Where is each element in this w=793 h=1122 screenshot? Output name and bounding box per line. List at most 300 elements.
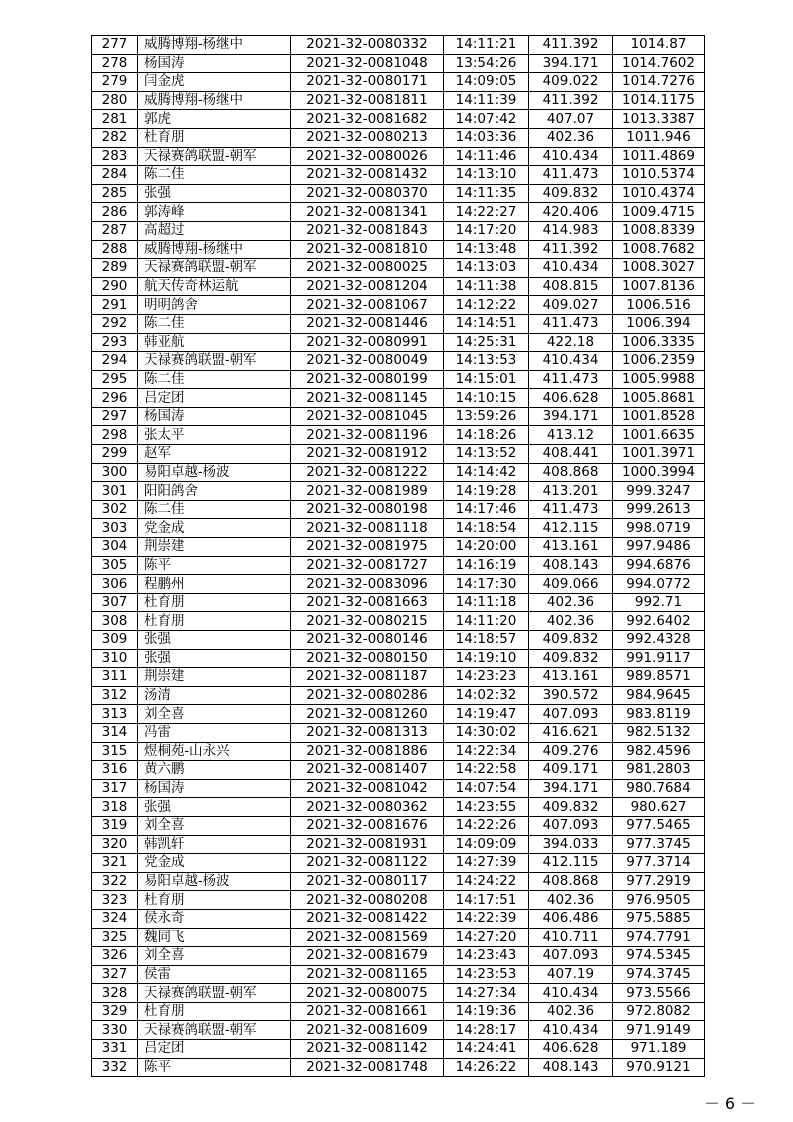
time-cell: 14:22:26 <box>444 816 529 835</box>
rank-cell: 294 <box>92 352 138 371</box>
ring-cell: 2021-32-0081187 <box>291 668 444 687</box>
time-cell: 14:14:42 <box>444 463 529 482</box>
dist-cell: 407.093 <box>529 947 613 966</box>
rank-cell: 330 <box>92 1021 138 1040</box>
dist-cell: 412.115 <box>529 519 613 538</box>
rank-cell: 315 <box>92 742 138 761</box>
time-cell: 14:17:30 <box>444 575 529 594</box>
table-row <box>92 928 705 947</box>
name-cell: 吕定团 <box>138 389 291 408</box>
ring-cell: 2021-32-0080146 <box>291 631 444 650</box>
name-cell: 陈平 <box>138 556 291 575</box>
ring-cell: 2021-32-0081118 <box>291 519 444 538</box>
rank-cell: 300 <box>92 463 138 482</box>
time-cell: 14:27:34 <box>444 984 529 1003</box>
dist-cell: 394.171 <box>529 54 613 73</box>
dist-cell: 394.171 <box>529 407 613 426</box>
speed-cell: 1001.3971 <box>613 445 705 464</box>
table-row <box>92 147 705 166</box>
speed-cell: 976.9505 <box>613 891 705 910</box>
speed-cell: 973.5566 <box>613 984 705 1003</box>
table-row <box>92 1058 705 1077</box>
name-cell: 煜桐苑-山永兴 <box>138 742 291 761</box>
rank-cell: 284 <box>92 166 138 185</box>
speed-cell: 999.3247 <box>613 482 705 501</box>
name-cell: 黄六鹏 <box>138 761 291 780</box>
rank-cell: 291 <box>92 296 138 315</box>
table-row <box>92 575 705 594</box>
rank-cell: 304 <box>92 538 138 557</box>
speed-cell: 1006.2359 <box>613 352 705 371</box>
time-cell: 14:23:55 <box>444 798 529 817</box>
time-cell: 14:19:28 <box>444 482 529 501</box>
speed-cell: 999.2613 <box>613 500 705 519</box>
table-row <box>92 333 705 352</box>
table-row <box>92 816 705 835</box>
dist-cell: 390.572 <box>529 686 613 705</box>
rank-cell: 319 <box>92 816 138 835</box>
name-cell: 威腾博翔-杨继中 <box>138 240 291 259</box>
table-row <box>92 984 705 1003</box>
speed-cell: 980.7684 <box>613 779 705 798</box>
time-cell: 14:18:54 <box>444 519 529 538</box>
rank-cell: 326 <box>92 947 138 966</box>
speed-cell: 991.9117 <box>613 649 705 668</box>
name-cell: 张强 <box>138 184 291 203</box>
table-row <box>92 240 705 259</box>
speed-cell: 981.2803 <box>613 761 705 780</box>
ring-cell: 2021-32-0081843 <box>291 221 444 240</box>
name-cell: 天禄赛鸽联盟-朝军 <box>138 352 291 371</box>
speed-cell: 1010.4374 <box>613 184 705 203</box>
speed-cell: 1006.394 <box>613 314 705 333</box>
rank-cell: 313 <box>92 705 138 724</box>
name-cell: 陈二佳 <box>138 314 291 333</box>
name-cell: 易阳卓越-杨波 <box>138 463 291 482</box>
table-row <box>92 128 705 147</box>
time-cell: 14:25:31 <box>444 333 529 352</box>
speed-cell: 975.5885 <box>613 909 705 928</box>
table-row <box>92 909 705 928</box>
name-cell: 天禄赛鸽联盟-朝军 <box>138 147 291 166</box>
dist-cell: 407.093 <box>529 816 613 835</box>
name-cell: 吕定团 <box>138 1040 291 1059</box>
name-cell: 荆崇建 <box>138 668 291 687</box>
time-cell: 14:23:23 <box>444 668 529 687</box>
name-cell: 韩凯轩 <box>138 835 291 854</box>
page-number: － 6 － <box>703 1094 757 1113</box>
dist-cell: 409.832 <box>529 184 613 203</box>
table-row <box>92 91 705 110</box>
time-cell: 14:18:57 <box>444 631 529 650</box>
ring-cell: 2021-32-0081313 <box>291 723 444 742</box>
table-row <box>92 891 705 910</box>
rank-cell: 321 <box>92 854 138 873</box>
speed-cell: 992.4328 <box>613 631 705 650</box>
rank-cell: 318 <box>92 798 138 817</box>
table-row <box>92 259 705 278</box>
time-cell: 14:09:05 <box>444 73 529 92</box>
ring-cell: 2021-32-0081142 <box>291 1040 444 1059</box>
name-cell: 杜育朋 <box>138 891 291 910</box>
name-cell: 郭虎 <box>138 110 291 129</box>
ring-cell: 2021-32-0080026 <box>291 147 444 166</box>
time-cell: 14:27:20 <box>444 928 529 947</box>
speed-cell: 980.627 <box>613 798 705 817</box>
time-cell: 14:03:36 <box>444 128 529 147</box>
speed-cell: 1008.8339 <box>613 221 705 240</box>
dist-cell: 402.36 <box>529 612 613 631</box>
rank-cell: 320 <box>92 835 138 854</box>
time-cell: 14:20:00 <box>444 538 529 557</box>
name-cell: 陈二佳 <box>138 166 291 185</box>
rank-cell: 316 <box>92 761 138 780</box>
dist-cell: 413.161 <box>529 538 613 557</box>
time-cell: 14:13:10 <box>444 166 529 185</box>
name-cell: 航天传奇林运航 <box>138 277 291 296</box>
speed-cell: 992.6402 <box>613 612 705 631</box>
ring-cell: 2021-32-0080075 <box>291 984 444 1003</box>
dist-cell: 411.392 <box>529 36 613 55</box>
speed-cell: 1013.3387 <box>613 110 705 129</box>
rank-cell: 296 <box>92 389 138 408</box>
ring-cell: 2021-32-0080213 <box>291 128 444 147</box>
table-row <box>92 221 705 240</box>
speed-cell: 1014.1175 <box>613 91 705 110</box>
dist-cell: 420.406 <box>529 203 613 222</box>
dist-cell: 394.171 <box>529 779 613 798</box>
time-cell: 14:13:48 <box>444 240 529 259</box>
rank-cell: 293 <box>92 333 138 352</box>
time-cell: 14:15:01 <box>444 370 529 389</box>
rank-cell: 301 <box>92 482 138 501</box>
ring-cell: 2021-32-0081975 <box>291 538 444 557</box>
name-cell: 魏同飞 <box>138 928 291 947</box>
dist-cell: 409.027 <box>529 296 613 315</box>
speed-cell: 970.9121 <box>613 1058 705 1077</box>
speed-cell: 974.7791 <box>613 928 705 947</box>
dist-cell: 408.143 <box>529 556 613 575</box>
ring-cell: 2021-32-0083096 <box>291 575 444 594</box>
rank-cell: 307 <box>92 593 138 612</box>
name-cell: 天禄赛鸽联盟-朝军 <box>138 984 291 1003</box>
name-cell: 汤清 <box>138 686 291 705</box>
dist-cell: 394.033 <box>529 835 613 854</box>
speed-cell: 994.0772 <box>613 575 705 594</box>
ring-cell: 2021-32-0080150 <box>291 649 444 668</box>
speed-cell: 1005.8681 <box>613 389 705 408</box>
ring-cell: 2021-32-0081886 <box>291 742 444 761</box>
rank-cell: 328 <box>92 984 138 1003</box>
name-cell: 张强 <box>138 649 291 668</box>
time-cell: 14:17:20 <box>444 221 529 240</box>
ring-cell: 2021-32-0080025 <box>291 259 444 278</box>
name-cell: 杜育朋 <box>138 612 291 631</box>
rank-cell: 277 <box>92 36 138 55</box>
table-row <box>92 500 705 519</box>
table-row <box>92 110 705 129</box>
ring-cell: 2021-32-0081811 <box>291 91 444 110</box>
ring-cell: 2021-32-0080362 <box>291 798 444 817</box>
rank-cell: 317 <box>92 779 138 798</box>
time-cell: 14:19:47 <box>444 705 529 724</box>
speed-cell: 1005.9988 <box>613 370 705 389</box>
table-row <box>92 73 705 92</box>
speed-cell: 974.3745 <box>613 965 705 984</box>
time-cell: 14:11:35 <box>444 184 529 203</box>
name-cell: 党金成 <box>138 854 291 873</box>
ring-cell: 2021-32-0080215 <box>291 612 444 631</box>
dist-cell: 410.434 <box>529 352 613 371</box>
dist-cell: 410.434 <box>529 984 613 1003</box>
speed-cell: 1006.516 <box>613 296 705 315</box>
name-cell: 程鹏州 <box>138 575 291 594</box>
table-row <box>92 1040 705 1059</box>
table-row <box>92 705 705 724</box>
dist-cell: 410.711 <box>529 928 613 947</box>
table-row <box>92 482 705 501</box>
time-cell: 13:59:26 <box>444 407 529 426</box>
rank-cell: 305 <box>92 556 138 575</box>
ring-cell: 2021-32-0080171 <box>291 73 444 92</box>
dist-cell: 413.12 <box>529 426 613 445</box>
time-cell: 13:54:26 <box>444 54 529 73</box>
dist-cell: 402.36 <box>529 593 613 612</box>
rank-cell: 322 <box>92 872 138 891</box>
rank-cell: 325 <box>92 928 138 947</box>
ring-cell: 2021-32-0081067 <box>291 296 444 315</box>
rank-cell: 312 <box>92 686 138 705</box>
name-cell: 荆崇建 <box>138 538 291 557</box>
speed-cell: 998.0719 <box>613 519 705 538</box>
dist-cell: 407.19 <box>529 965 613 984</box>
rank-cell: 311 <box>92 668 138 687</box>
results-table-body <box>92 36 705 1077</box>
speed-cell: 1000.3994 <box>613 463 705 482</box>
rank-cell: 280 <box>92 91 138 110</box>
speed-cell: 997.9486 <box>613 538 705 557</box>
ring-cell: 2021-32-0081663 <box>291 593 444 612</box>
table-row <box>92 407 705 426</box>
ring-cell: 2021-32-0081341 <box>291 203 444 222</box>
dist-cell: 416.621 <box>529 723 613 742</box>
dist-cell: 413.201 <box>529 482 613 501</box>
rank-cell: 281 <box>92 110 138 129</box>
name-cell: 高超过 <box>138 221 291 240</box>
speed-cell: 1007.8136 <box>613 277 705 296</box>
ring-cell: 2021-32-0081569 <box>291 928 444 947</box>
dist-cell: 409.066 <box>529 575 613 594</box>
speed-cell: 994.6876 <box>613 556 705 575</box>
dist-cell: 410.434 <box>529 1021 613 1040</box>
speed-cell: 982.4596 <box>613 742 705 761</box>
ring-cell: 2021-32-0081196 <box>291 426 444 445</box>
rank-cell: 306 <box>92 575 138 594</box>
speed-cell: 984.9645 <box>613 686 705 705</box>
time-cell: 14:11:21 <box>444 36 529 55</box>
table-row <box>92 723 705 742</box>
speed-cell: 989.8571 <box>613 668 705 687</box>
speed-cell: 974.5345 <box>613 947 705 966</box>
time-cell: 14:12:22 <box>444 296 529 315</box>
rank-cell: 287 <box>92 221 138 240</box>
dist-cell: 410.434 <box>529 147 613 166</box>
rank-cell: 290 <box>92 277 138 296</box>
dist-cell: 402.36 <box>529 1002 613 1021</box>
ring-cell: 2021-32-0081145 <box>291 389 444 408</box>
rank-cell: 289 <box>92 259 138 278</box>
time-cell: 14:19:10 <box>444 649 529 668</box>
dist-cell: 411.392 <box>529 91 613 110</box>
ring-cell: 2021-32-0081432 <box>291 166 444 185</box>
time-cell: 14:26:22 <box>444 1058 529 1077</box>
rank-cell: 288 <box>92 240 138 259</box>
table-row <box>92 854 705 873</box>
ring-cell: 2021-32-0081446 <box>291 314 444 333</box>
rank-cell: 303 <box>92 519 138 538</box>
speed-cell: 977.5465 <box>613 816 705 835</box>
speed-cell: 982.5132 <box>613 723 705 742</box>
dist-cell: 409.832 <box>529 649 613 668</box>
dist-cell: 409.171 <box>529 761 613 780</box>
rank-cell: 327 <box>92 965 138 984</box>
rank-cell: 292 <box>92 314 138 333</box>
table-row <box>92 686 705 705</box>
table-row <box>92 277 705 296</box>
rank-cell: 283 <box>92 147 138 166</box>
speed-cell: 1008.3027 <box>613 259 705 278</box>
ring-cell: 2021-32-0080198 <box>291 500 444 519</box>
dist-cell: 408.868 <box>529 872 613 891</box>
dist-cell: 406.628 <box>529 1040 613 1059</box>
time-cell: 14:11:38 <box>444 277 529 296</box>
rank-cell: 298 <box>92 426 138 445</box>
name-cell: 韩亚航 <box>138 333 291 352</box>
name-cell: 张太平 <box>138 426 291 445</box>
dist-cell: 411.473 <box>529 500 613 519</box>
speed-cell: 977.3714 <box>613 854 705 873</box>
ring-cell: 2021-32-0081048 <box>291 54 444 73</box>
time-cell: 14:11:20 <box>444 612 529 631</box>
dist-cell: 406.628 <box>529 389 613 408</box>
name-cell: 杨国涛 <box>138 407 291 426</box>
name-cell: 闫金虎 <box>138 73 291 92</box>
rank-cell: 310 <box>92 649 138 668</box>
table-row <box>92 593 705 612</box>
name-cell: 杜育朋 <box>138 1002 291 1021</box>
table-row <box>92 1002 705 1021</box>
table-row <box>92 872 705 891</box>
ring-cell: 2021-32-0081727 <box>291 556 444 575</box>
time-cell: 14:22:27 <box>444 203 529 222</box>
dist-cell: 409.832 <box>529 798 613 817</box>
dist-cell: 408.868 <box>529 463 613 482</box>
name-cell: 刘全喜 <box>138 816 291 835</box>
speed-cell: 992.71 <box>613 593 705 612</box>
ring-cell: 2021-32-0080991 <box>291 333 444 352</box>
ring-cell: 2021-32-0081204 <box>291 277 444 296</box>
table-row <box>92 965 705 984</box>
ring-cell: 2021-32-0081042 <box>291 779 444 798</box>
table-row <box>92 370 705 389</box>
rank-cell: 323 <box>92 891 138 910</box>
name-cell: 阳阳鸽舍 <box>138 482 291 501</box>
name-cell: 杜育朋 <box>138 128 291 147</box>
time-cell: 14:24:22 <box>444 872 529 891</box>
time-cell: 14:10:15 <box>444 389 529 408</box>
dist-cell: 412.115 <box>529 854 613 873</box>
table-row <box>92 947 705 966</box>
name-cell: 天禄赛鸽联盟-朝军 <box>138 1021 291 1040</box>
time-cell: 14:16:19 <box>444 556 529 575</box>
ring-cell: 2021-32-0081931 <box>291 835 444 854</box>
dist-cell: 408.143 <box>529 1058 613 1077</box>
rank-cell: 282 <box>92 128 138 147</box>
time-cell: 14:09:09 <box>444 835 529 854</box>
speed-cell: 971.9149 <box>613 1021 705 1040</box>
dist-cell: 402.36 <box>529 891 613 910</box>
table-row <box>92 389 705 408</box>
table-row <box>92 36 705 55</box>
rank-cell: 285 <box>92 184 138 203</box>
ring-cell: 2021-32-0081407 <box>291 761 444 780</box>
time-cell: 14:23:53 <box>444 965 529 984</box>
table-row <box>92 203 705 222</box>
dist-cell: 409.832 <box>529 631 613 650</box>
rank-cell: 295 <box>92 370 138 389</box>
name-cell: 刘全喜 <box>138 947 291 966</box>
name-cell: 侯雷 <box>138 965 291 984</box>
speed-cell: 971.189 <box>613 1040 705 1059</box>
name-cell: 冯雷 <box>138 723 291 742</box>
ring-cell: 2021-32-0081661 <box>291 1002 444 1021</box>
name-cell: 侯永奇 <box>138 909 291 928</box>
time-cell: 14:28:17 <box>444 1021 529 1040</box>
table-row <box>92 742 705 761</box>
time-cell: 14:19:36 <box>444 1002 529 1021</box>
time-cell: 14:07:54 <box>444 779 529 798</box>
time-cell: 14:11:46 <box>444 147 529 166</box>
speed-cell: 1001.6635 <box>613 426 705 445</box>
time-cell: 14:11:39 <box>444 91 529 110</box>
dist-cell: 410.434 <box>529 259 613 278</box>
ring-cell: 2021-32-0081260 <box>291 705 444 724</box>
table-row <box>92 166 705 185</box>
ring-cell: 2021-32-0080199 <box>291 370 444 389</box>
ring-cell: 2021-32-0081222 <box>291 463 444 482</box>
name-cell: 威腾博翔-杨继中 <box>138 91 291 110</box>
table-row <box>92 352 705 371</box>
rank-cell: 314 <box>92 723 138 742</box>
dist-cell: 409.276 <box>529 742 613 761</box>
dist-cell: 407.093 <box>529 705 613 724</box>
speed-cell: 977.2919 <box>613 872 705 891</box>
time-cell: 14:18:26 <box>444 426 529 445</box>
table-row <box>92 314 705 333</box>
table-row <box>92 426 705 445</box>
ring-cell: 2021-32-0081989 <box>291 482 444 501</box>
time-cell: 14:24:41 <box>444 1040 529 1059</box>
table-row <box>92 296 705 315</box>
name-cell: 威腾博翔-杨继中 <box>138 36 291 55</box>
rank-cell: 297 <box>92 407 138 426</box>
dist-cell: 406.486 <box>529 909 613 928</box>
dist-cell: 414.983 <box>529 221 613 240</box>
rank-cell: 299 <box>92 445 138 464</box>
time-cell: 14:11:18 <box>444 593 529 612</box>
table-row <box>92 445 705 464</box>
dist-cell: 407.07 <box>529 110 613 129</box>
